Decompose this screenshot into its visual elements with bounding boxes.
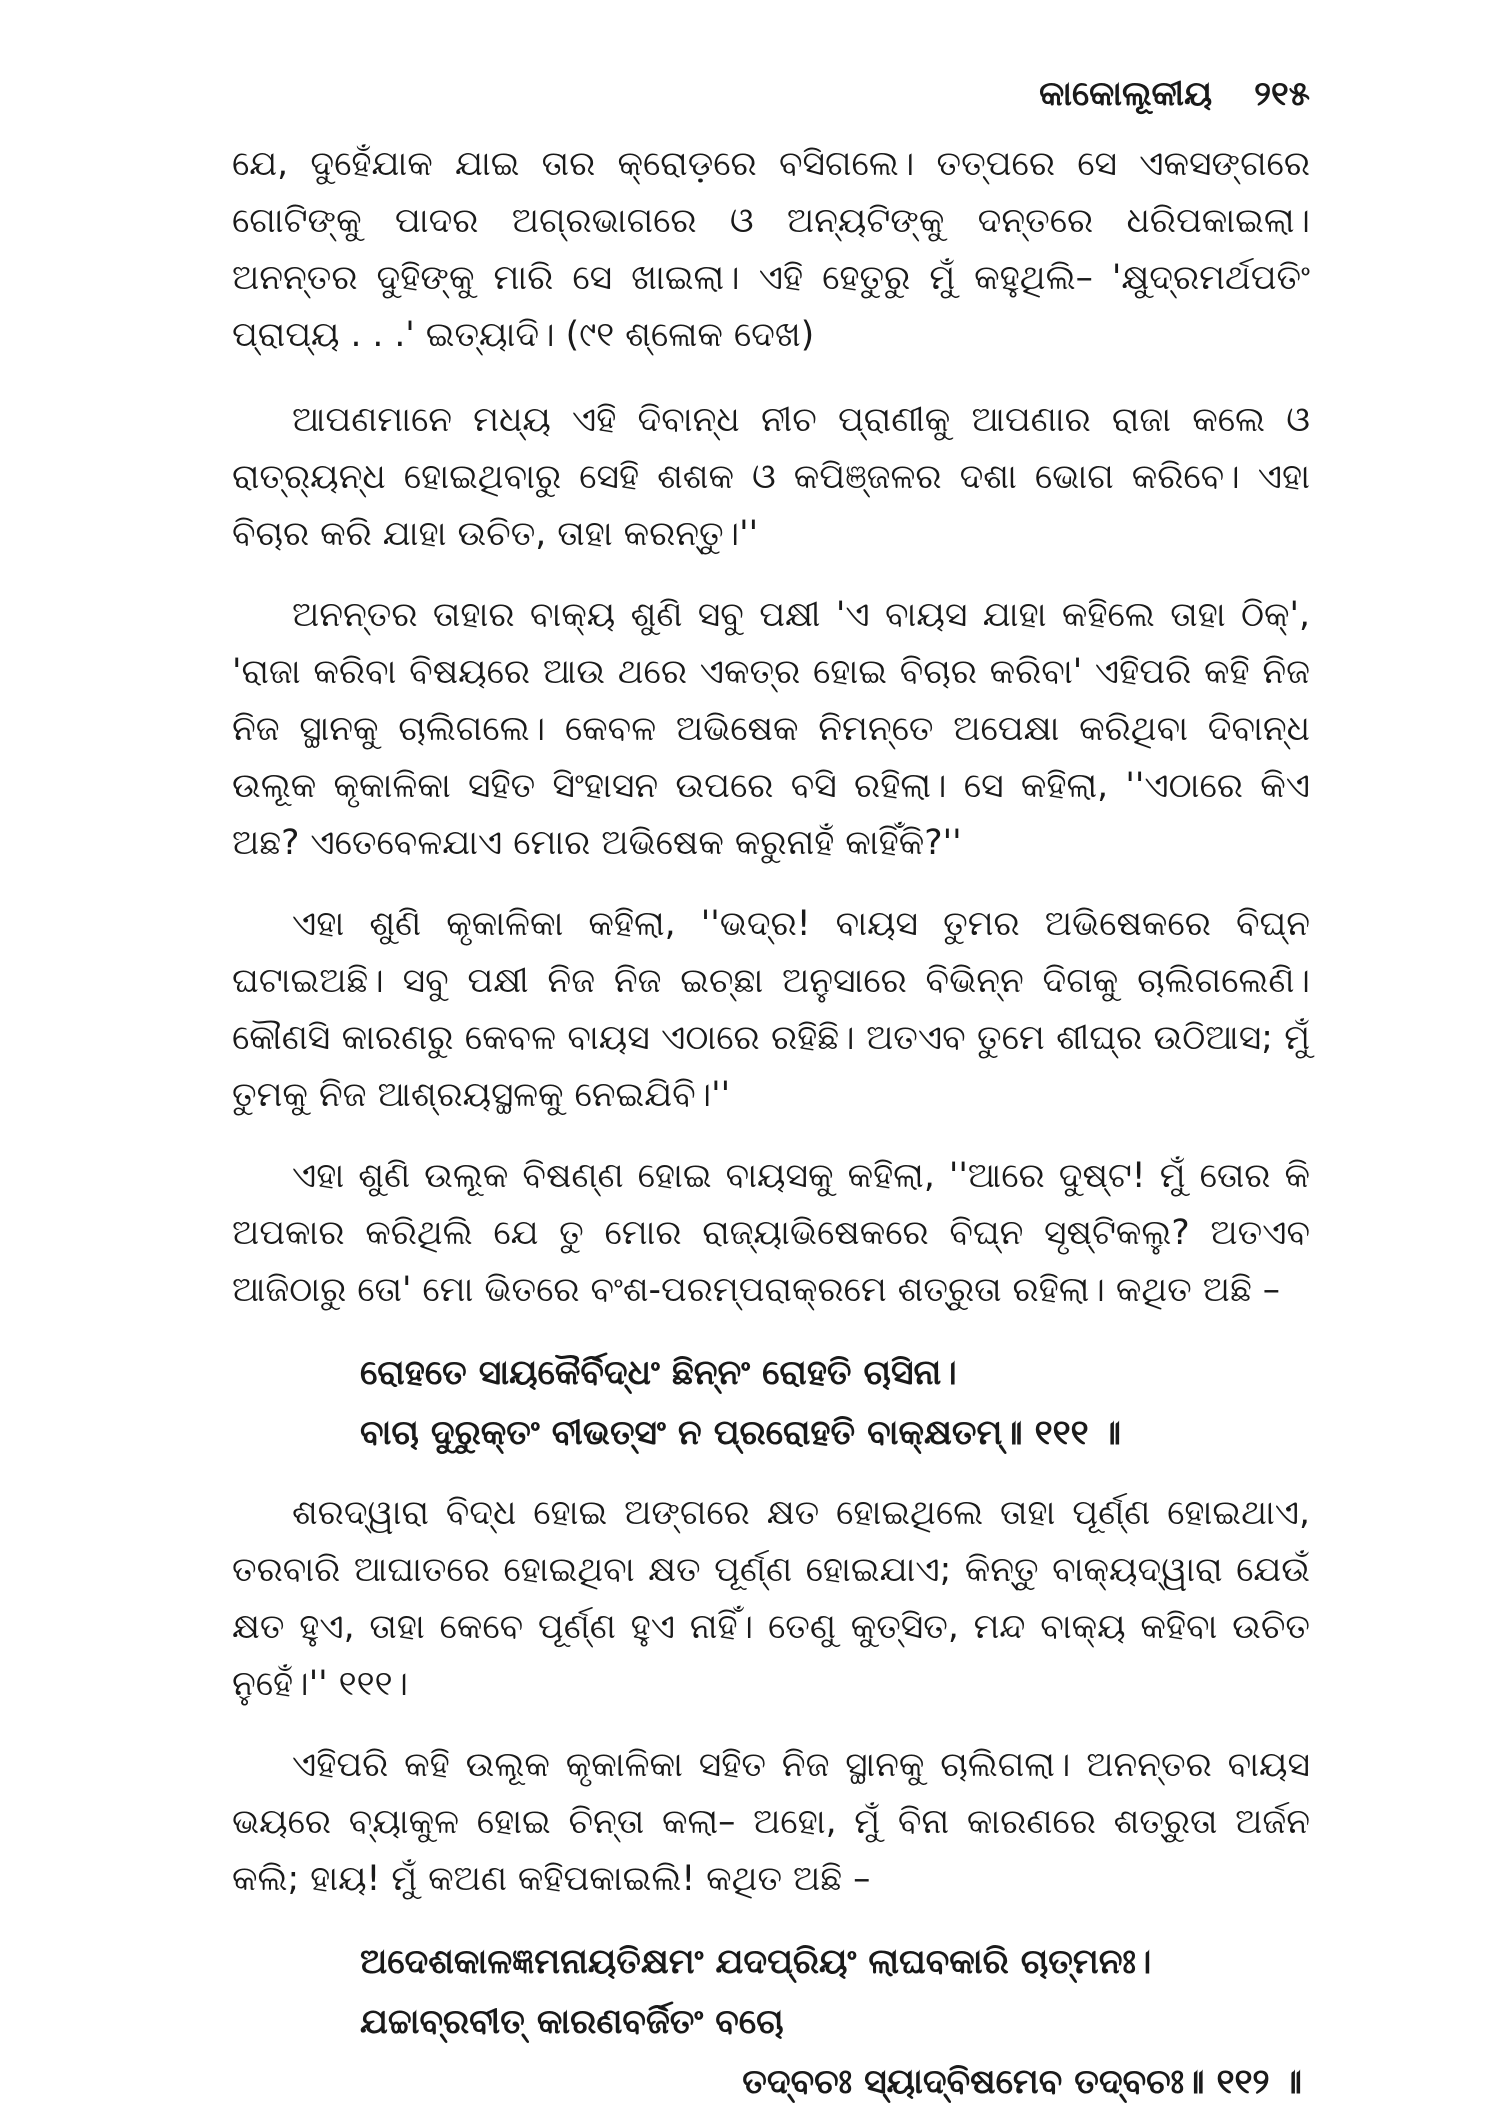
running-title: କାକୋଲୂକୀୟ [1039, 74, 1213, 114]
verse-112-line-2: ଯଚ୍ଚାବ୍ରବୀତ୍ କାରଣବର୍ଜିତଂ ବଚୋ [360, 2002, 784, 2042]
verse-112 [232, 1932, 1310, 2112]
paragraph-1: ଯେ, ଦୁହେଁଯାକ ଯାଇ ତାର କ୍ରୋଡ଼ରେ ବସିଗଲେ। ତତ୍ପରେ ସେ ଏକସଙ୍ଗରେ ଗୋଟିଙ୍କୁ ପାଦର ଅଗ୍ରଭାଗରେ ଓ ଅନ୍ୟଟିଙ୍କୁ ଦନ୍ତରେ ଧରିପକାଇଲା। ଅନନ୍ତର ଦୁହିଙ୍କୁ ମାରି ସେ ଖାଇଲା। ଏହି ହେତୁରୁ ମୁଁ କହୁଥିଲି– 'କ୍ଷୁଦ୍ରମର୍ଥପତିଂ ପ୍ରାପ୍ୟ . . .' ଇତ୍ୟାଦି। (୯୧ ଶ୍ଳୋକ ଦେଖ) [232, 144, 1310, 355]
paragraph-6: ଶରଦ୍ୱାରା ବିଦ୍ଧ ହୋଇ ଅଙ୍ଗରେ କ୍ଷତ ହୋଇଥିଲେ ତାହା ପୂର୍ଣ୍ଣ ହୋଇଥାଏ, ତରବାରି ଆଘାତରେ ହୋଇଥିବା କ୍ଷତ ପୂର୍ଣ୍ଣ ହୋଇଯାଏ; କିନ୍ତୁ ବାକ୍ୟଦ୍ୱାରା ଯେଉଁ କ୍ଷତ ହୁଏ, ତାହା କେବେ ପୂର୍ଣ୍ଣ ହୁଏ ନାହିଁ। ତେଣୁ କୁତ୍ସିତ, ମନ୍ଦ ବାକ୍ୟ କହିବା ଉଚିତ ନୁହେଁ।'' ୧୧୧। [232, 1493, 1310, 1704]
verse-111-line-1: ରୋହତେ ସାୟକୈର୍ବିଦ୍ଧଂ ଛିନ୍ନଂ ରୋହତି ଚାସିନା। [360, 1353, 957, 1393]
paragraph-5: ଏହା ଶୁଣି ଉଲୂକ ବିଷଣ୍ଣ ହୋଇ ବାୟସକୁ କହିଲା, ''ଆରେ ଦୁଷ୍ଟ! ମୁଁ ତୋର କି ଅପକାର କରିଥିଲି ଯେ ତୁ ମୋର ରାଜ୍ୟାଭିଷେକରେ ବିଘ୍ନ ସୃଷ୍ଟିକଲୁ? ଅତଏବ ଆଜିଠାରୁ ତୋ' ମୋ ଭିତରେ ବଂଶ-ପରମ୍ପରାକ୍ରମେ ଶତ୍ରୁତା ରହିଲା। କଥିତ ଅଛି – [232, 1156, 1310, 1310]
paragraph-2: ଆପଣମାନେ ମଧ୍ୟ ଏହି ଦିବାନ୍ଧ ନୀଚ ପ୍ରାଣୀକୁ ଆପଣାର ରାଜା କଲେ ଓ ରାତ୍ର୍ୟନ୍ଧ ହୋଇଥିବାରୁ ସେହି ଶଶକ ଓ କପିଞ୍ଜଳର ଦଶା ଭୋଗ କରିବେ। ଏହା ବିଚାର କରି ଯାହା ଉଚିତ, ତାହା କରନ୍ତୁ।'' [232, 400, 1310, 554]
verse-112-line-1: ଅଦେଶକାଳଜ୍ଞମନାୟତିକ୍ଷମଂ ଯଦପ୍ରିୟଂ ଲାଘବକାରି ଚାତ୍ମନଃ। [360, 1942, 1152, 1982]
paragraph-3: ଅନନ୍ତର ତାହାର ବାକ୍ୟ ଶୁଣି ସବୁ ପକ୍ଷୀ 'ଏ ବାୟସ ଯାହା କହିଲେ ତାହା ଠିକ୍', 'ରାଜା କରିବା ବିଷୟରେ ଆଉ ଥରେ ଏକତ୍ର ହୋଇ ବିଚାର କରିବା' ଏହିପରି କହି ନିଜ ନିଜ ସ୍ଥାନକୁ ଚାଲିଗଲେ। କେବଳ ଅଭିଷେକ ନିମନ୍ତେ ଅପେକ୍ଷା କରିଥିବା ଦିବାନ୍ଧ ଉଲୂକ କୃକାଳିକା ସହିତ ସିଂହାସନ ଉପରେ ବସି ରହିଲା। ସେ କହିଲା, ''ଏଠାରେ କିଏ ଅଛ? ଏତେବେଳଯାଏ ମୋର ଅଭିଷେକ କରୁନାହଁ କାହିଁକି?'' [232, 595, 1310, 863]
verse-111 [232, 1343, 1310, 1463]
verse-112-line-3: ତଦ୍ବଚଃ ସ୍ୟାଦ୍ବିଷମେବ ତଦ୍ବଚଃ॥ ୧୧୨ ॥ [742, 2062, 1302, 2102]
paragraph-7: ଏହିପରି କହି ଉଲୂକ କୃକାଳିକା ସହିତ ନିଜ ସ୍ଥାନକୁ ଚାଲିଗଲା। ଅନନ୍ତର ବାୟସ ଭୟରେ ବ୍ୟାକୁଳ ହୋଇ ଚିନ୍ତା କଲା– ଅହୋ, ମୁଁ ବିନା କାରଣରେ ଶତ୍ରୁତା ଅର୍ଜନ କଲି; ହାୟ! ମୁଁ କଅଣ କହିପକାଇଲି! କଥିତ ଅଛି – [232, 1745, 1310, 1899]
paragraph-4: ଏହା ଶୁଣି କୃକାଳିକା କହିଲା, ''ଭଦ୍ର! ବାୟସ ତୁମର ଅଭିଷେକରେ ବିଘ୍ନ ଘଟାଇଅଛି। ସବୁ ପକ୍ଷୀ ନିଜ ନିଜ ଇଚ୍ଛା ଅନୁସାରେ ବିଭିନ୍ନ ଦିଗକୁ ଚାଲିଗଲେଣି। କୌଣସି କାରଣରୁ କେବଳ ବାୟସ ଏଠାରେ ରହିଛି। ଅତଏବ ତୁମେ ଶୀଘ୍ର ଉଠିଆସ; ମୁଁ ତୁମକୁ ନିଜ ଆଶ୍ରୟସ୍ଥଳକୁ ନେଇଯିବି।'' [232, 904, 1310, 1115]
running-header [232, 66, 1310, 122]
page-number: ୨୧୫ [1254, 74, 1310, 114]
verse-111-line-2: ବାଚା ଦୁରୁକ୍ତଂ ବୀଭତ୍ସଂ ନ ପ୍ରରୋହତି ବାକ୍କ୍ଷତମ୍॥ ୧୧୧ ॥ [360, 1413, 1121, 1453]
